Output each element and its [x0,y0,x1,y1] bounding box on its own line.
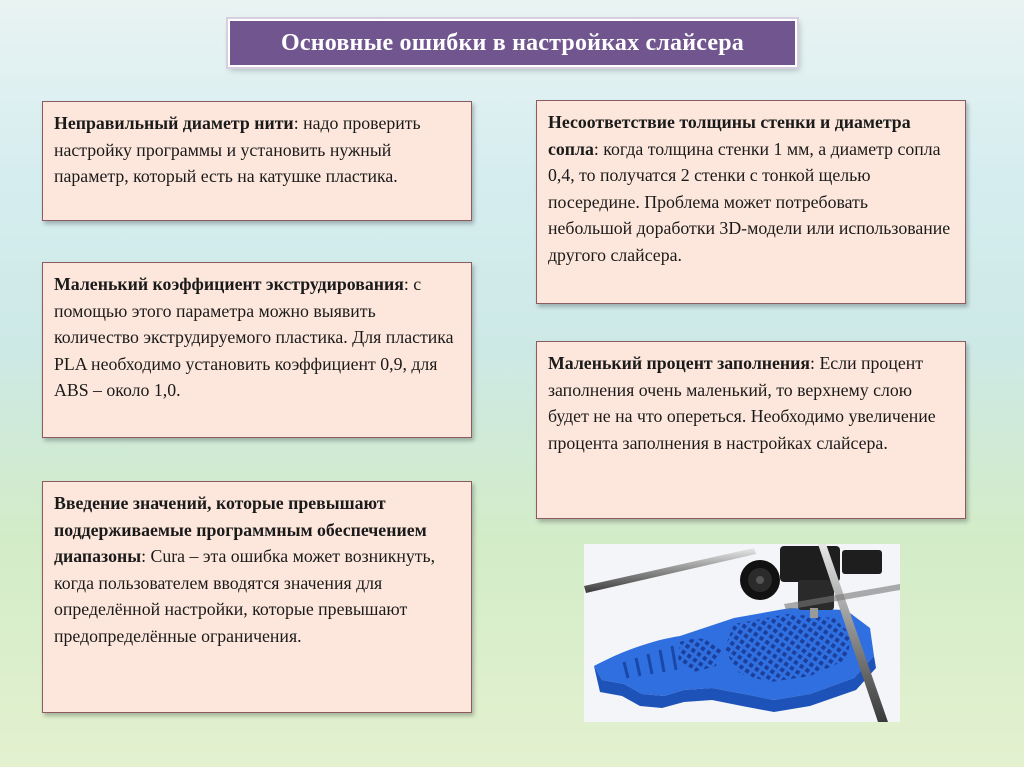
page-title: Основные ошибки в настройках слайсера [228,19,797,67]
error-card-extrusion-coefficient [42,262,472,438]
card-sep: : [141,546,151,567]
error-card-low-infill [536,341,966,519]
card-term: Неправильный диаметр нити [54,113,294,133]
card-term: Маленький коэффициент экструдирования [54,274,404,294]
card-sep: : [293,113,304,133]
3d-printer-photo [584,544,900,722]
card-text: с помощью этого параметра можно выявить количество экструдируемого пластика. Для пластика PLA необходимо установить коэффициент 0,9, для ABS – около 1,0. [54,274,454,401]
card-text: когда толщина стенки 1 мм, а диаметр сопла 0,4, то получатся 2 стенки с тонкой щелью посередине. Проблема может потребовать небольшой доработки 3D-модели или использование другого слайсера. [548,138,951,265]
card-term: Несоответствие толщины стенки и диаметра сопла [548,112,911,159]
card-term: Маленький процент заполнения [548,353,811,373]
error-card-wall-nozzle-mismatch [536,100,966,304]
card-term: Введение значений, которые превышают поддерживаемые программным обеспечением диапазоны [54,493,427,567]
3d-printer-photo-icon [584,544,900,722]
error-card-out-of-range-values [42,481,472,713]
error-card-filament-diameter [42,101,472,221]
card-text: Cura – эта ошибка может возникнуть, когда пользователем вводятся значения для определённой настройки, которые превышают предопределённые ограничения. [54,546,436,646]
card-sep: : [810,353,820,373]
card-text: Если процент заполнения очень маленький, то верхнему слою будет не на что опереться. Необходимо увеличение процента заполнения в настройках слайсера. [548,353,936,453]
card-text: надо проверить настройку программы и установить нужный параметр, который есть на катушке пластика. [54,113,421,187]
card-sep: : [403,274,414,294]
card-sep: : [593,138,604,159]
